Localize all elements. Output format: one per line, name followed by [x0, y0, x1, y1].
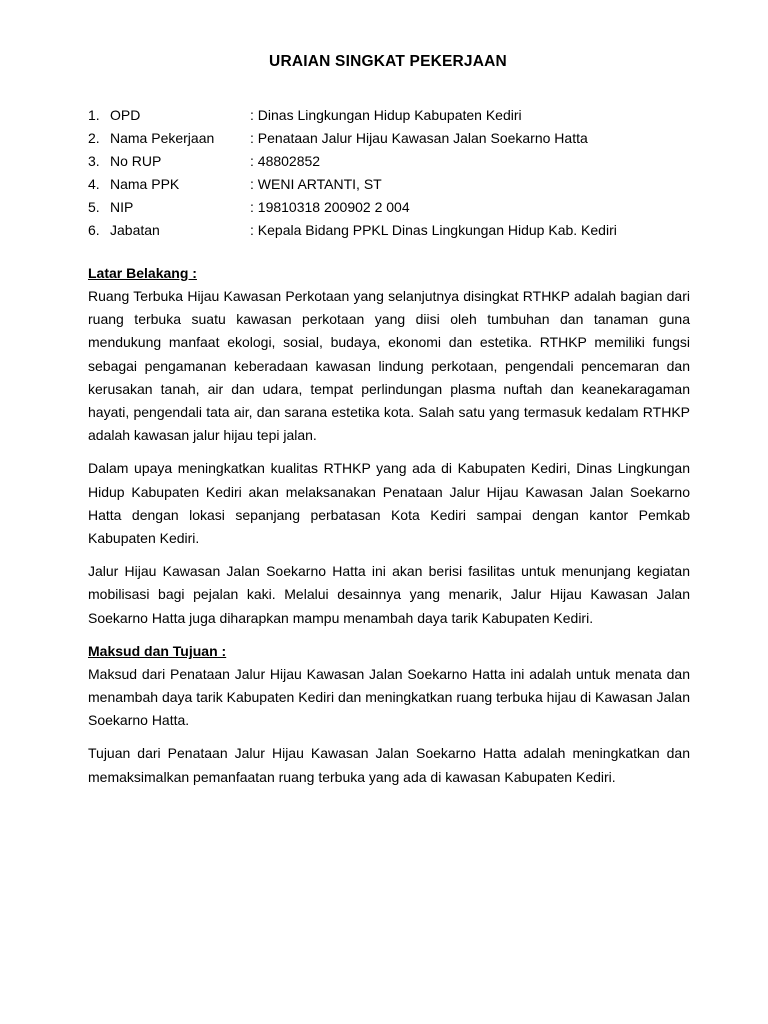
info-label: Nama PPK	[110, 176, 180, 192]
info-number: 4.	[88, 176, 100, 192]
info-number: 5.	[88, 199, 100, 215]
info-row	[88, 173, 688, 196]
paragraph: Ruang Terbuka Hijau Kawasan Perkotaan yang selanjutnya disingkat RTHKP adalah bagian dari ruang terbuka suatu kawasan perkotaan yang diisi oleh tumbuhan dan tanaman guna mendukung manfaat ekologi, sosial, budaya, ekonomi dan estetika. RTHKP memiliki fungsi sebagai pengamanan keberadaan kawasan lindung perkotaan, pengendali pencemaran dan kerusakan tanah, air dan udara, tempat perlindungan plasma nuftah dan keanekaragaman hayati, pengendali tata air, dan sarana estetika kota. Salah satu yang termasuk kedalam RTHKP adalah kawasan jalur hijau tepi jalan.	[88, 288, 690, 444]
document-title: URAIAN SINGKAT PEKERJAAN	[269, 53, 507, 70]
info-row	[88, 196, 688, 219]
section-heading-maksud-tujuan: Maksud dan Tujuan :	[88, 642, 227, 659]
info-value: : WENI ARTANTI, ST	[250, 176, 382, 192]
info-label: No RUP	[110, 153, 162, 169]
info-row	[88, 127, 688, 150]
info-row	[88, 150, 688, 173]
info-value: : Dinas Lingkungan Hidup Kabupaten Kediri	[250, 107, 522, 123]
paragraph: Maksud dari Penataan Jalur Hijau Kawasan Jalan Soekarno Hatta ini adalah untuk menata dan menambah daya tarik Kabupaten Kediri dan meningkatkan ruang terbuka hijau di Kawasan Jalan Soekarno Hatta.	[88, 665, 690, 729]
info-row	[88, 219, 688, 242]
info-value: : Kepala Bidang PPKL Dinas Lingkungan Hidup Kab. Kediri	[250, 222, 617, 238]
info-label: Nama Pekerjaan	[110, 130, 215, 146]
info-number: 6.	[88, 222, 100, 238]
section-heading-latar-belakang: Latar Belakang :	[88, 265, 197, 281]
info-row	[88, 104, 688, 127]
info-value: : 48802852	[250, 153, 321, 169]
info-list	[88, 104, 688, 242]
info-number: 2.	[88, 130, 100, 146]
info-label: NIP	[110, 199, 134, 215]
paragraph: Dalam upaya meningkatkan kualitas RTHKP yang ada di Kabupaten Kediri, Dinas Lingkungan Hidup Kabupaten Kediri akan melaksanakan Penataan Jalur Hijau Kawasan Jalan Soekarno Hatta dengan lokasi sepanjang perbatasan Kota Kediri sampai dengan kantor Pemkab Kabupaten Kediri.	[88, 460, 690, 547]
info-number: 1.	[88, 107, 100, 123]
info-value: : 19810318 200902 2 004	[250, 199, 410, 215]
info-number: 3.	[88, 153, 100, 169]
info-value: : Penataan Jalur Hijau Kawasan Jalan Soekarno Hatta	[250, 130, 588, 146]
info-label: OPD	[110, 107, 141, 123]
paragraph: Tujuan dari Penataan Jalur Hijau Kawasan Jalan Soekarno Hatta adalah meningkatkan dan memaksimalkan pemanfaatan ruang terbuka yang ada di kawasan Kabupaten Kediri.	[88, 745, 690, 785]
paragraph: Jalur Hijau Kawasan Jalan Soekarno Hatta ini akan berisi fasilitas untuk menunjang kegiatan mobilisasi bagi pejalan kaki. Melalui desainnya yang menarik, Jalur Hijau Kawasan Jalan Soekarno Hatta juga diharapkan mampu menambah daya tarik Kabupaten Kediri.	[88, 563, 690, 626]
info-label: Jabatan	[110, 222, 160, 238]
